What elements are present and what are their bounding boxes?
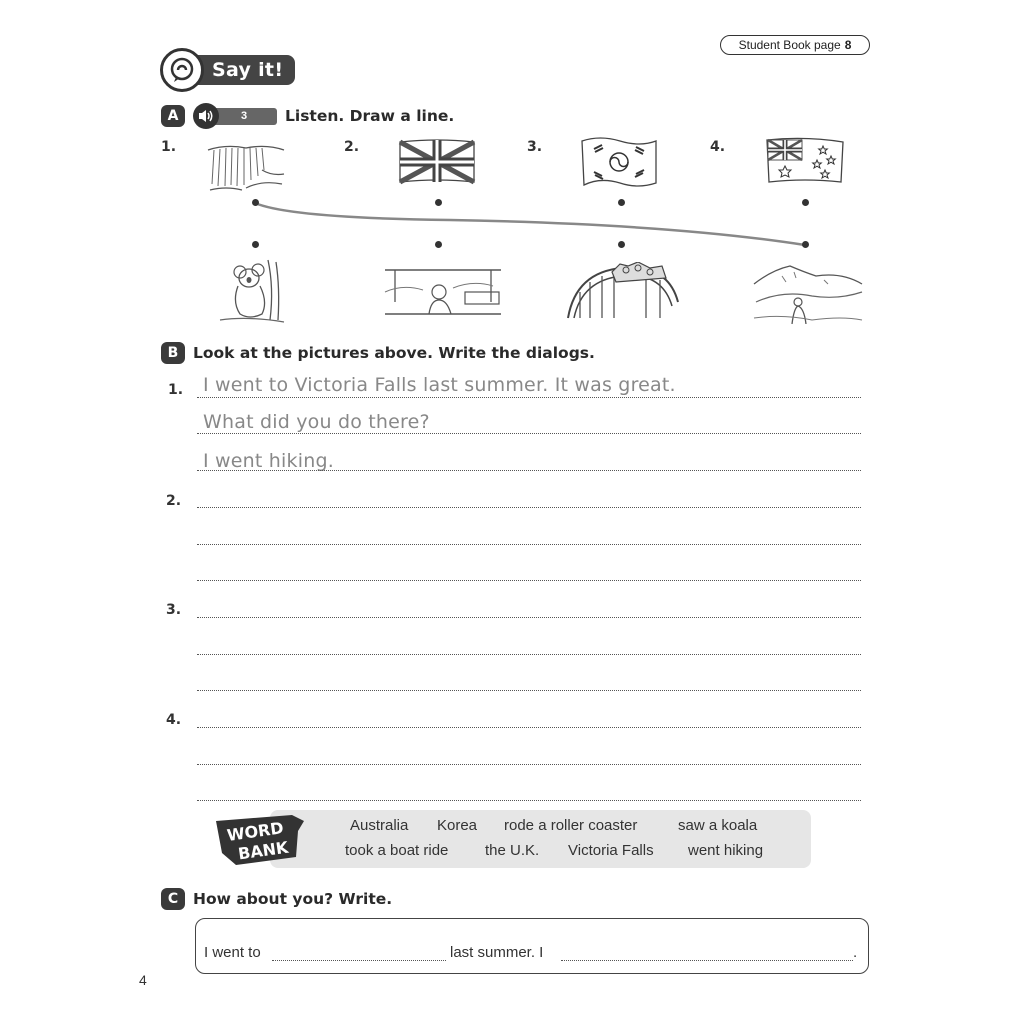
match-dot[interactable] <box>435 241 442 248</box>
item-number: 4. <box>710 139 726 155</box>
writing-line[interactable] <box>197 544 861 545</box>
word-bank-item: saw a koala <box>678 817 758 834</box>
match-dot[interactable] <box>618 199 625 206</box>
section-b-header <box>161 342 595 364</box>
section-a-instruction: Listen. Draw a line. <box>285 107 455 125</box>
word-bank-item: Victoria Falls <box>568 842 654 859</box>
section-c-instruction: How about you? Write. <box>193 890 393 908</box>
dialog-answer-line[interactable]: I went hiking. <box>203 450 334 472</box>
korea-flag-picture <box>580 135 658 191</box>
writing-line[interactable] <box>197 690 861 691</box>
section-a-header <box>161 105 454 127</box>
writing-line[interactable] <box>197 507 861 508</box>
dialog-answer-line[interactable]: I went to Victoria Falls last summer. It was great. <box>203 374 676 396</box>
roller-coaster-picture <box>566 262 680 320</box>
match-dot[interactable] <box>252 199 259 206</box>
boat-ride-picture <box>383 262 503 318</box>
answer-connector-line <box>250 196 810 248</box>
word-bank-logo <box>212 813 308 867</box>
australia-flag-picture <box>765 136 845 186</box>
student-book-reference <box>720 35 870 55</box>
hiking-picture <box>752 262 864 324</box>
writing-line[interactable] <box>197 764 861 765</box>
audio-track[interactable] <box>193 105 277 127</box>
word-bank-logo-line1: WORD <box>225 818 285 845</box>
speaker-icon[interactable] <box>193 103 219 129</box>
match-dot[interactable] <box>252 241 259 248</box>
section-c-prompt-start: I went to <box>204 944 261 961</box>
match-dot[interactable] <box>435 199 442 206</box>
section-a-letter: A <box>161 105 185 127</box>
item-number: 2. <box>344 139 360 155</box>
dialog-number: 4. <box>166 712 182 728</box>
uk-flag-picture <box>398 138 476 186</box>
word-bank-logo-line2: BANK <box>236 837 290 864</box>
item-number: 1. <box>161 139 177 155</box>
writing-line[interactable] <box>197 470 861 471</box>
writing-line[interactable] <box>197 800 861 801</box>
item-number: 3. <box>527 139 543 155</box>
writing-line[interactable] <box>197 397 861 398</box>
word-bank-item: took a boat ride <box>345 842 449 859</box>
student-book-label: Student Book page <box>738 38 841 52</box>
match-dot[interactable] <box>802 241 809 248</box>
section-c-prompt-end: . <box>853 944 858 961</box>
match-dot[interactable] <box>802 199 809 206</box>
say-it-badge <box>160 48 295 92</box>
writing-line[interactable] <box>197 727 861 728</box>
word-bank-item: Australia <box>350 817 409 834</box>
track-number: 3 <box>211 108 277 125</box>
word-bank-item: rode a roller coaster <box>504 817 638 834</box>
activity-blank[interactable] <box>561 960 853 961</box>
destination-blank[interactable] <box>272 960 446 961</box>
writing-line[interactable] <box>197 654 861 655</box>
word-bank-item: the U.K. <box>485 842 540 859</box>
writing-line[interactable] <box>197 580 861 581</box>
section-c-prompt-middle: last summer. I <box>450 944 544 961</box>
writing-line[interactable] <box>197 617 861 618</box>
match-dot[interactable] <box>618 241 625 248</box>
koala-picture <box>218 258 286 324</box>
dialog-number: 1. <box>168 382 184 398</box>
section-b-letter: B <box>161 342 185 364</box>
section-c-letter: C <box>161 888 185 910</box>
waterfall-picture <box>206 140 286 194</box>
word-bank-item: went hiking <box>688 842 764 859</box>
dialog-answer-line[interactable]: What did you do there? <box>203 411 430 433</box>
say-it-label: Say it! <box>194 55 295 85</box>
dialog-number: 3. <box>166 602 182 618</box>
student-book-page: 8 <box>844 38 852 52</box>
section-b-instruction: Look at the pictures above. Write the dialogs. <box>193 344 595 362</box>
page-number: 4 <box>139 972 147 988</box>
speech-bubble-icon <box>160 48 204 92</box>
dialog-number: 2. <box>166 493 182 509</box>
word-bank-item: Korea <box>437 817 478 834</box>
writing-line[interactable] <box>197 433 861 434</box>
section-c-header <box>161 888 392 910</box>
